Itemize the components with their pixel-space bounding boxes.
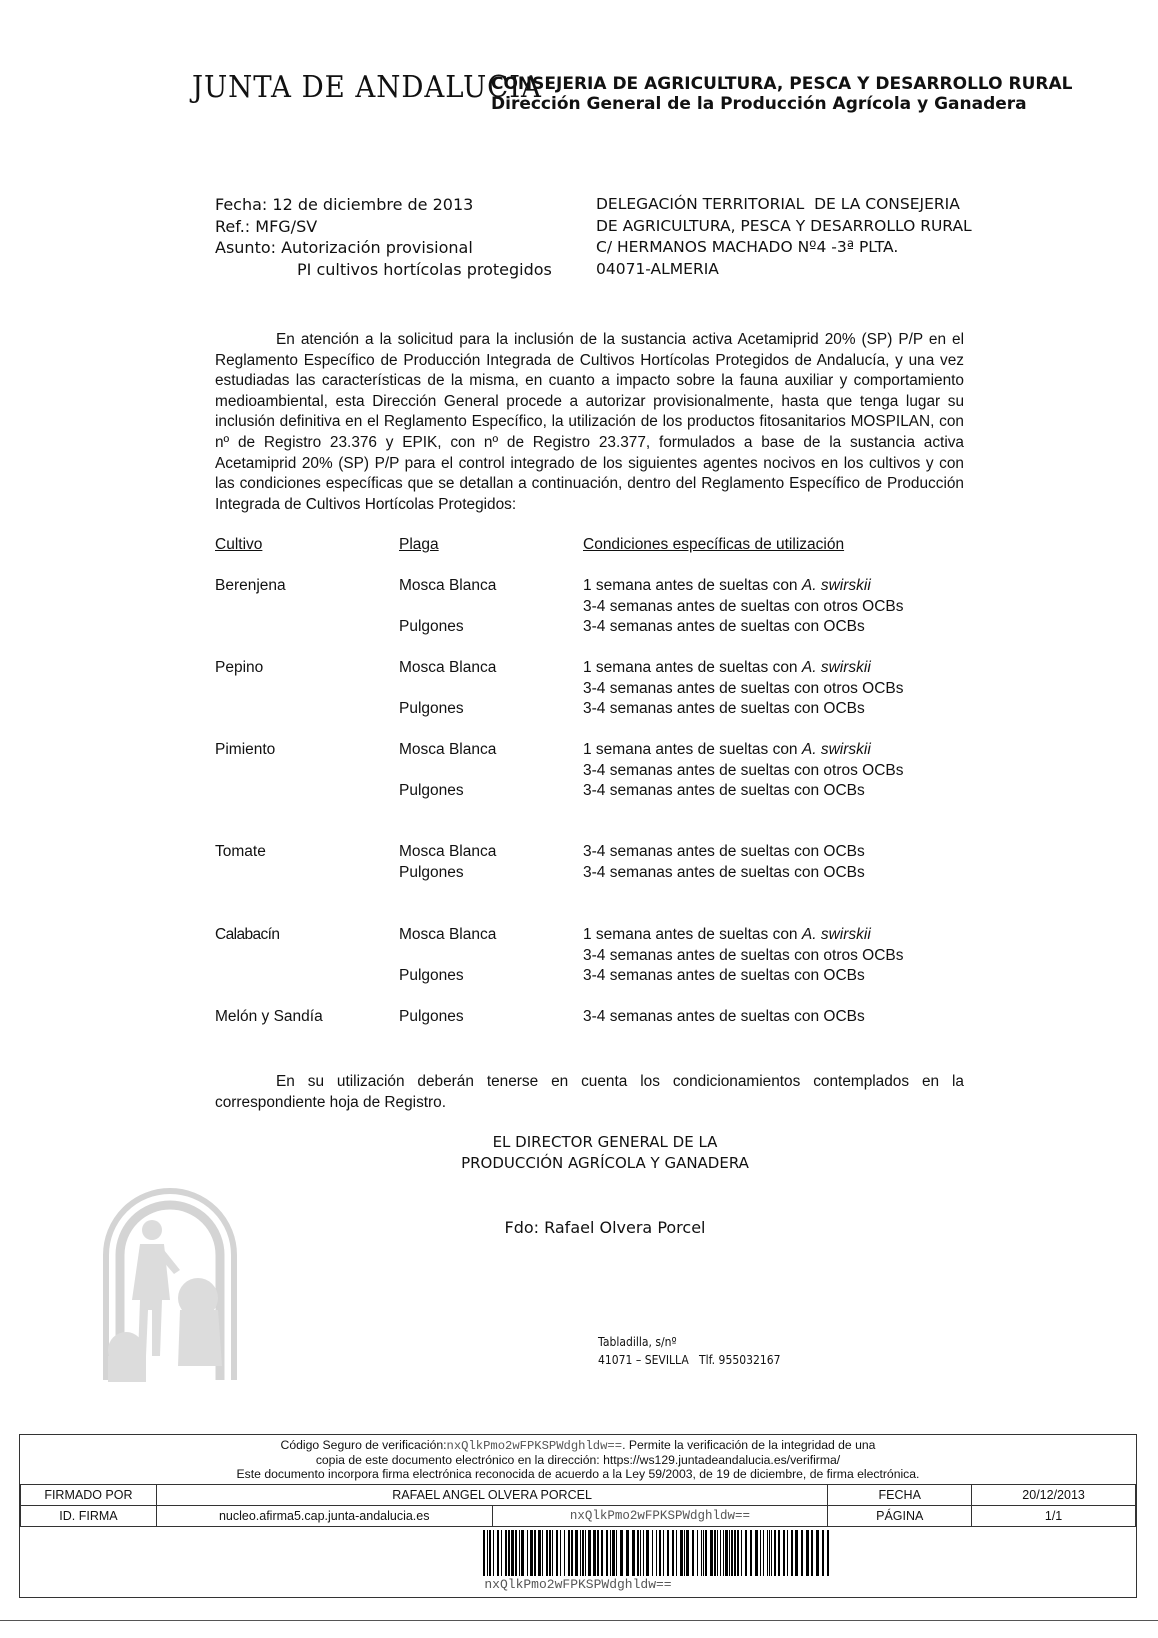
table-cell-condicion: 3-4 semanas antes de sueltas con OCBs [583,1008,865,1025]
verification-box [19,1434,1137,1598]
table-cell-plaga: Pulgones [399,618,464,635]
id-firma-label: ID. FIRMA [21,1506,157,1527]
asunto-continuation: PI cultivos hortícolas protegidos [297,259,552,279]
consejeria-name: CONSEJERIA DE AGRICULTURA, PESCA Y DESARROLLO RURAL [491,74,1073,94]
sender-address [598,1333,781,1369]
header-plaga: Plaga [399,536,439,553]
table-cell-cultivo: Berenjena [215,577,286,594]
direccion-name: Dirección General de la Producción Agrícola y Ganadera [491,94,1027,114]
table-cell-condicion: 3-4 semanas antes de sueltas con OCBs [583,618,865,635]
fecha-value: 20/12/2013 [972,1485,1136,1506]
signatory-title [400,1132,810,1173]
recipient-line-4: 04071-ALMERIA [596,259,719,278]
recipient-line-2: DE AGRICULTURA, PESCA Y DESARROLLO RURAL [596,216,972,235]
table-cell-plaga: Pulgones [399,967,464,984]
pagina-value: 1/1 [972,1506,1136,1527]
table-cell-condicion: 3-4 semanas antes de sueltas con OCBs [583,863,865,881]
closing-paragraph [215,1072,964,1113]
table-cell-cultivo: Calabacín [215,926,280,943]
table-cell-condicion: 3-4 semanas antes de sueltas con OCBs [583,843,865,860]
id-firma-code: nxQlkPmo2wFPKSPWdghldw== [492,1506,828,1527]
table-cell-plaga: Pulgones [399,700,464,717]
signed-by: Fdo: Rafael Olvera Porcel [504,1218,706,1237]
table-cell-condicion: 3-4 semanas antes de sueltas con OCBs [583,967,865,984]
table-cell-plaga: Mosca Blanca [399,843,497,860]
table-cell-plaga: Mosca Blanca [399,741,497,758]
signatory-title-line-1: EL DIRECTOR GENERAL DE LA [492,1133,718,1151]
table-cell-condicion: 3-4 semanas antes de sueltas con otros OCBs [583,597,904,615]
fecha: Fecha: 12 de diciembre de 2013 [215,195,474,214]
intro-text: En atención a la solicitud para la inclusión de la sustancia activa Acetamiprid 20% (SP) P/P en el Reglamento Específico de Producción Integrada de Cultivos Hortícolas Protegidos de Andalucía, y una vez estudiadas las características de la misma, en cuanto a impacto sobre la fauna auxiliar y comportamiento medioambiental, esta Dirección General procede a autorizar provisionalmente, hasta que tenga lugar su inclusión definitiva en el Reglamento Específico, la utilización de los productos fitosanitarios MOSPILAN, con nº de Registro 23.376 y EPIK, con nº de Registro 23.377, formulados a base de la sustancia activa Acetamiprid 20% (SP) P/P para el control integrado de los siguientes agentes nocivos en los cultivos y con las condiciones específicas que se detallan a continuación, dentro del Reglamento Específico de Producción Integrada de Cultivos Hortícolas Protegidos: [215,331,964,513]
table-cell-condicion: 3-4 semanas antes de sueltas con otros OCBs [583,761,904,779]
referencia: Ref.: MFG/SV [215,216,318,236]
table-cell-plaga: Pulgones [399,863,464,881]
table-row [21,1485,1136,1506]
table-cell-condicion: 1 semana antes de sueltas con A. swirskii [583,926,871,943]
table-cell-plaga: Mosca Blanca [399,659,497,676]
address-line-1: Tabladilla, s/nº [598,1335,677,1349]
barcode-icon [483,1530,833,1576]
table-cell-condicion: 3-4 semanas antes de sueltas con otros OCBs [583,946,904,964]
table-cell-plaga: Mosca Blanca [399,577,497,594]
table-cell-cultivo: Melón y Sandía [215,1008,323,1025]
header-condiciones: Condiciones específicas de utilización [583,536,845,553]
recipient-line-3: C/ HERMANOS MACHADO Nº4 -3ª PLTA. [596,238,899,256]
fecha-label: FECHA [828,1485,972,1506]
table-cell-condicion: 1 semana antes de sueltas con A. swirskii [583,659,871,676]
header-cultivo: Cultivo [215,536,263,553]
junta-logo: JUNTA DE ANDALUCIA [192,70,542,105]
barcode-area [20,1526,1136,1598]
csv-code: nxQlkPmo2wFPKSPWdghldw== [446,1439,623,1453]
signature-table [20,1484,1136,1527]
table-cell-cultivo: Pepino [215,659,264,676]
asunto: Asunto: Autorización provisional [215,238,473,257]
table-cell-condicion: 3-4 semanas antes de sueltas con otros OCBs [583,679,904,697]
table-cell-plaga: Mosca Blanca [399,926,497,943]
verification-text: Código Seguro de verificación:nxQlkPmo2wFPKSPWdghldw==. Permite la verificación de la integridad de una copia de este documento electrónico en la dirección: https://ws129.juntadeandalucia.es/verifirma/ Este documento incorpora firma electrónica reconocida de acuerdo a la Ley 59/2003, de 19 de diciembre, de firma electrónica. [20,1438,1136,1481]
table-cell-cultivo: Pimiento [215,741,276,758]
recipient-line-1: DELEGACIÓN TERRITORIAL DE LA CONSEJERIA [596,195,960,213]
table-cell-plaga: Pulgones [399,1008,464,1025]
verification-law-line: Este documento incorpora firma electrónica reconocida de acuerdo a la Ley 59/2003, de 19 de diciembre, de firma electrónica. [236,1467,920,1481]
page-bottom-rule [0,1620,1158,1621]
table-cell-condicion: 3-4 semanas antes de sueltas con OCBs [583,782,865,799]
letter-meta [215,194,552,280]
id-firma-value: nucleo.afirma5.cap.junta-andalucia.es [156,1506,492,1527]
table-cell-condicion: 1 semana antes de sueltas con A. swirskii [583,741,871,758]
address-line-2: 41071 – SEVILLA Tlf. 955032167 [598,1353,781,1367]
table-row [21,1506,1136,1527]
header-organization [491,74,1073,114]
recipient-address [596,194,972,280]
verification-url-line: copia de este documento electrónico en la dirección: https://ws129.juntadeandalucia.es/verifirma/ [315,1453,841,1467]
andalucia-emblem-icon [100,1160,240,1390]
intro-paragraph [215,330,964,515]
table-cell-plaga: Pulgones [399,782,464,799]
closing-text: En su utilización deberán tenerse en cuenta los condicionamientos contemplados en la correspondiente hoja de Registro. [215,1073,964,1111]
barcode-text: nxQlkPmo2wFPKSPWdghldw== [484,1577,672,1592]
table-cell-cultivo: Tomate [215,843,266,860]
table-cell-condicion: 3-4 semanas antes de sueltas con OCBs [583,700,865,717]
pagina-label: PÁGINA [828,1506,972,1527]
firmado-por-label: FIRMADO POR [21,1485,157,1506]
firmado-por-value: RAFAEL ANGEL OLVERA PORCEL [156,1485,827,1506]
table-cell-condicion: 1 semana antes de sueltas con A. swirskii [583,577,871,594]
signatory-title-line-2: PRODUCCIÓN AGRÍCOLA Y GANADERA [461,1153,749,1172]
